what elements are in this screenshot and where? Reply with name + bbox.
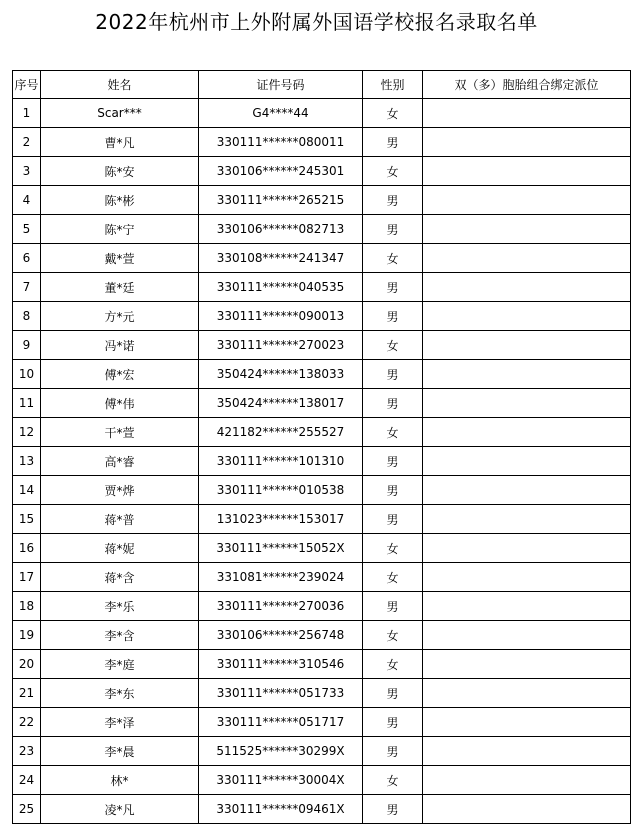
table-row [13,389,631,418]
cell-gender: 男 [363,215,423,244]
cell-id-number: 330111******080011 [199,128,363,157]
cell-seq: 3 [13,157,41,186]
cell-twin-binding [423,273,631,302]
cell-twin-binding [423,302,631,331]
table-row [13,128,631,157]
cell-gender: 男 [363,737,423,766]
table-row [13,505,631,534]
cell-twin-binding [423,331,631,360]
admission-roster-table [12,70,631,824]
table-row [13,476,631,505]
cell-id-number: 330111******15052X [199,534,363,563]
cell-id-number: 330106******082713 [199,215,363,244]
cell-gender: 男 [363,592,423,621]
cell-seq: 9 [13,331,41,360]
cell-name: 李*庭 [41,650,199,679]
cell-name: 曹*凡 [41,128,199,157]
cell-id-number: 350424******138017 [199,389,363,418]
header-id-number: 证件号码 [199,71,363,99]
cell-name: 李*东 [41,679,199,708]
cell-id-number: 330108******241347 [199,244,363,273]
cell-gender: 男 [363,302,423,331]
cell-seq: 7 [13,273,41,302]
table-row [13,447,631,476]
cell-name: 李*泽 [41,708,199,737]
cell-gender: 女 [363,563,423,592]
cell-gender: 男 [363,795,423,824]
cell-gender: 男 [363,128,423,157]
cell-id-number: 330111******09461X [199,795,363,824]
cell-gender: 女 [363,418,423,447]
table-row [13,708,631,737]
cell-name: 傅*伟 [41,389,199,418]
header-seq: 序号 [13,71,41,99]
table-row [13,737,631,766]
cell-name: 李*晨 [41,737,199,766]
cell-id-number: 131023******153017 [199,505,363,534]
cell-id-number: 330106******245301 [199,157,363,186]
cell-name: 李*乐 [41,592,199,621]
cell-seq: 22 [13,708,41,737]
cell-id-number: G4****44 [199,99,363,128]
table-header-row [13,71,631,99]
table-row [13,592,631,621]
table-row [13,244,631,273]
cell-twin-binding [423,505,631,534]
cell-name: 李*含 [41,621,199,650]
cell-gender: 男 [363,360,423,389]
cell-name: 高*睿 [41,447,199,476]
cell-seq: 13 [13,447,41,476]
document-title: 2022年杭州市上外附属外国语学校报名录取名单 [95,10,538,34]
cell-gender: 女 [363,766,423,795]
cell-twin-binding [423,244,631,273]
table-row [13,418,631,447]
cell-seq: 16 [13,534,41,563]
cell-id-number: 330111******040535 [199,273,363,302]
cell-id-number: 511525******30299X [199,737,363,766]
cell-name: 冯*诺 [41,331,199,360]
cell-seq: 5 [13,215,41,244]
cell-twin-binding [423,476,631,505]
table-row [13,360,631,389]
cell-gender: 男 [363,273,423,302]
cell-seq: 11 [13,389,41,418]
cell-id-number: 330111******265215 [199,186,363,215]
cell-seq: 17 [13,563,41,592]
cell-name: 陈*彬 [41,186,199,215]
cell-twin-binding [423,418,631,447]
cell-gender: 女 [363,99,423,128]
cell-seq: 14 [13,476,41,505]
cell-gender: 男 [363,447,423,476]
cell-gender: 女 [363,157,423,186]
cell-seq: 2 [13,128,41,157]
cell-name: 董*廷 [41,273,199,302]
cell-twin-binding [423,679,631,708]
cell-id-number: 330111******090013 [199,302,363,331]
cell-name: Scar*** [41,99,199,128]
table-row [13,563,631,592]
table-row [13,679,631,708]
cell-name: 凌*凡 [41,795,199,824]
cell-id-number: 330111******051717 [199,708,363,737]
cell-seq: 23 [13,737,41,766]
table-body [13,99,631,824]
cell-gender: 男 [363,186,423,215]
cell-seq: 21 [13,679,41,708]
cell-twin-binding [423,708,631,737]
cell-id-number: 331081******239024 [199,563,363,592]
cell-twin-binding [423,157,631,186]
cell-id-number: 330111******010538 [199,476,363,505]
table-row [13,766,631,795]
cell-gender: 男 [363,679,423,708]
cell-twin-binding [423,128,631,157]
cell-seq: 18 [13,592,41,621]
cell-seq: 6 [13,244,41,273]
cell-twin-binding [423,766,631,795]
table-row [13,650,631,679]
table-row [13,215,631,244]
table-row [13,157,631,186]
cell-name: 戴*萱 [41,244,199,273]
header-name: 姓名 [41,71,199,99]
cell-gender: 男 [363,476,423,505]
table-row [13,99,631,128]
cell-id-number: 330111******051733 [199,679,363,708]
table-row [13,273,631,302]
cell-id-number: 330111******310546 [199,650,363,679]
cell-gender: 男 [363,389,423,418]
cell-seq: 8 [13,302,41,331]
cell-name: 蒋*妮 [41,534,199,563]
cell-name: 蒋*普 [41,505,199,534]
cell-name: 蒋*含 [41,563,199,592]
cell-gender: 女 [363,331,423,360]
cell-seq: 25 [13,795,41,824]
cell-name: 傅*宏 [41,360,199,389]
cell-twin-binding [423,621,631,650]
table-row [13,302,631,331]
cell-name: 方*元 [41,302,199,331]
cell-id-number: 330111******101310 [199,447,363,476]
cell-twin-binding [423,99,631,128]
cell-name: 陈*安 [41,157,199,186]
table-row [13,795,631,824]
cell-seq: 1 [13,99,41,128]
cell-gender: 男 [363,505,423,534]
cell-name: 干*萱 [41,418,199,447]
cell-twin-binding [423,650,631,679]
cell-seq: 20 [13,650,41,679]
cell-seq: 15 [13,505,41,534]
header-gender: 性别 [363,71,423,99]
cell-twin-binding [423,592,631,621]
cell-twin-binding [423,534,631,563]
cell-seq: 10 [13,360,41,389]
cell-id-number: 421182******255527 [199,418,363,447]
header-twin-binding: 双（多）胞胎组合绑定派位 [423,71,631,99]
table-row [13,621,631,650]
table-row [13,534,631,563]
cell-name: 贾*烨 [41,476,199,505]
cell-twin-binding [423,447,631,476]
cell-gender: 女 [363,534,423,563]
cell-seq: 12 [13,418,41,447]
cell-twin-binding [423,795,631,824]
cell-twin-binding [423,389,631,418]
cell-gender: 女 [363,650,423,679]
cell-name: 陈*宁 [41,215,199,244]
cell-seq: 24 [13,766,41,795]
cell-twin-binding [423,737,631,766]
cell-seq: 19 [13,621,41,650]
cell-twin-binding [423,360,631,389]
cell-id-number: 330111******30004X [199,766,363,795]
cell-gender: 男 [363,708,423,737]
cell-gender: 女 [363,244,423,273]
cell-twin-binding [423,215,631,244]
cell-id-number: 350424******138033 [199,360,363,389]
table-row [13,186,631,215]
table-row [13,331,631,360]
cell-twin-binding [423,186,631,215]
cell-seq: 4 [13,186,41,215]
cell-id-number: 330111******270023 [199,331,363,360]
cell-gender: 女 [363,621,423,650]
cell-name: 林* [41,766,199,795]
cell-id-number: 330106******256748 [199,621,363,650]
cell-id-number: 330111******270036 [199,592,363,621]
cell-twin-binding [423,563,631,592]
